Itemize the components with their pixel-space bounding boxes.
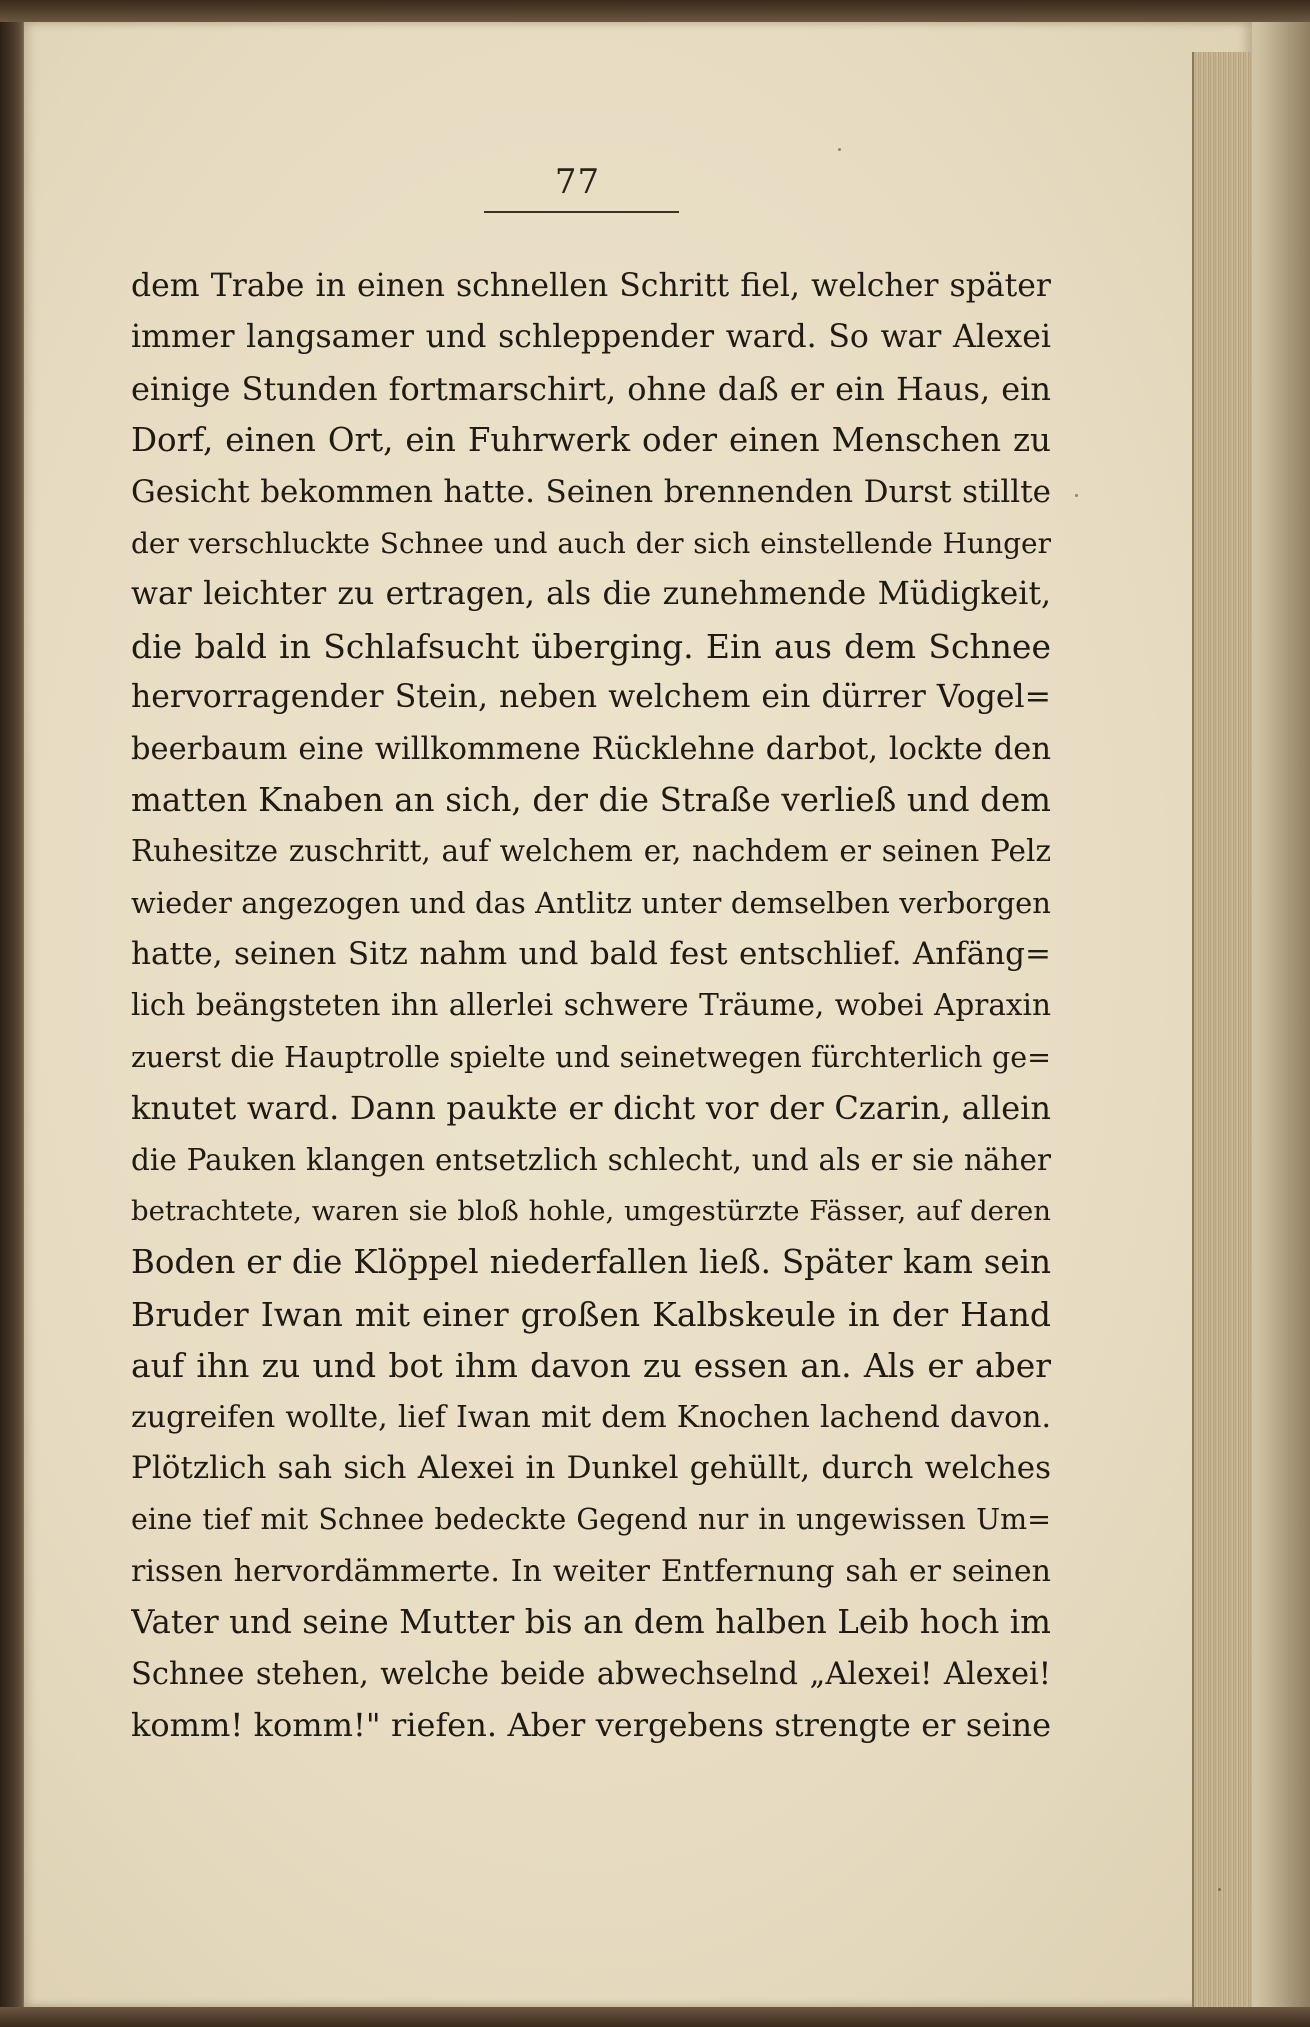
text-line: hervorragender Stein, neben welchem ein dürrer Vogel= bbox=[131, 679, 1051, 716]
book-cover-top-edge bbox=[0, 0, 1310, 22]
text-line: immer langsamer und schleppender ward. So war Alexei bbox=[131, 319, 1051, 356]
text-line: auf ihn zu und bot ihm davon zu essen an. Als er aber bbox=[131, 1346, 1051, 1386]
body-text bbox=[131, 261, 1051, 1751]
text-line: zugreifen wollte, lief Iwan mit dem Knochen lachend davon. bbox=[131, 1399, 1051, 1435]
text-line: zuerst die Hauptrolle spielte und seinetwegen fürchterlich ge= bbox=[131, 1040, 1051, 1074]
page-edges bbox=[1192, 52, 1252, 2012]
text-line: Dorf, einen Ort, ein Fuhrwerk oder einen Menschen zu bbox=[131, 421, 1051, 460]
text-line: Boden er die Klöppel niederfallen ließ. Später kam sein bbox=[131, 1243, 1051, 1282]
text-line: betrachtete, waren sie bloß hohle, umgestürzte Fässer, auf deren bbox=[131, 1195, 1051, 1228]
text-line: die bald in Schlafsucht überging. Ein aus dem Schnee bbox=[131, 626, 1051, 666]
text-line: matten Knaben an sich, der die Straße verließ und dem bbox=[131, 780, 1051, 819]
text-line: rissen hervordämmerte. In weiter Entfernung sah er seinen bbox=[131, 1553, 1051, 1589]
book-cover-bottom-edge bbox=[0, 2007, 1310, 2027]
text-line: knutet ward. Dann paukte er dicht vor der Czarin, allein bbox=[131, 1089, 1051, 1128]
text-line: Ruhesitze zuschritt, auf welchem er, nachdem er seinen Pelz bbox=[131, 834, 1051, 869]
paper-speck bbox=[838, 148, 841, 151]
text-line: lich beängsteten ihn allerlei schwere Träume, wobei Apraxin bbox=[131, 988, 1051, 1023]
text-line: Bruder Iwan mit einer großen Kalbskeule in der Hand bbox=[131, 1294, 1051, 1334]
text-line: hatte, seinen Sitz nahm und bald fest entschlief. Anfäng= bbox=[131, 936, 1051, 973]
paper-speck bbox=[1218, 1888, 1221, 1891]
text-line: komm! komm!" riefen. Aber vergebens strengte er seine bbox=[131, 1705, 1051, 1744]
paper-speck bbox=[1075, 494, 1078, 497]
text-line: eine tief mit Schnee bedeckte Gegend nur in ungewissen Um= bbox=[131, 1503, 1051, 1537]
text-line: Schnee stehen, welche beide abwechselnd „Alexei! Alexei! bbox=[131, 1656, 1051, 1692]
text-line: wieder angezogen und das Antlitz unter demselben verborgen bbox=[131, 885, 1051, 920]
header-rule bbox=[484, 211, 679, 213]
text-line: beerbaum eine willkommene Rücklehne darbot, lockte den bbox=[131, 731, 1051, 767]
text-line: war leichter zu ertragen, als die zunehmende Müdigkeit, bbox=[131, 576, 1051, 613]
text-line: einige Stunden fortmarschirt, ohne daß er ein Haus, ein bbox=[131, 369, 1051, 408]
text-line: Gesicht bekommen hatte. Seinen brennenden Durst stillte bbox=[131, 473, 1051, 510]
text-line: Plötzlich sah sich Alexei in Dunkel gehüllt, durch welches bbox=[131, 1449, 1051, 1486]
page-number: 77 bbox=[554, 162, 601, 202]
text-line: die Pauken klangen entsetzlich schlecht, und als er sie näher bbox=[131, 1142, 1051, 1177]
text-line: Vater und seine Mutter bis an dem halben Leib hoch im bbox=[131, 1603, 1051, 1642]
text-line: der verschluckte Schnee und auch der sich einstellende Hunger bbox=[131, 526, 1051, 560]
text-line: dem Trabe in einen schnellen Schritt fiel, welcher später bbox=[131, 268, 1051, 304]
